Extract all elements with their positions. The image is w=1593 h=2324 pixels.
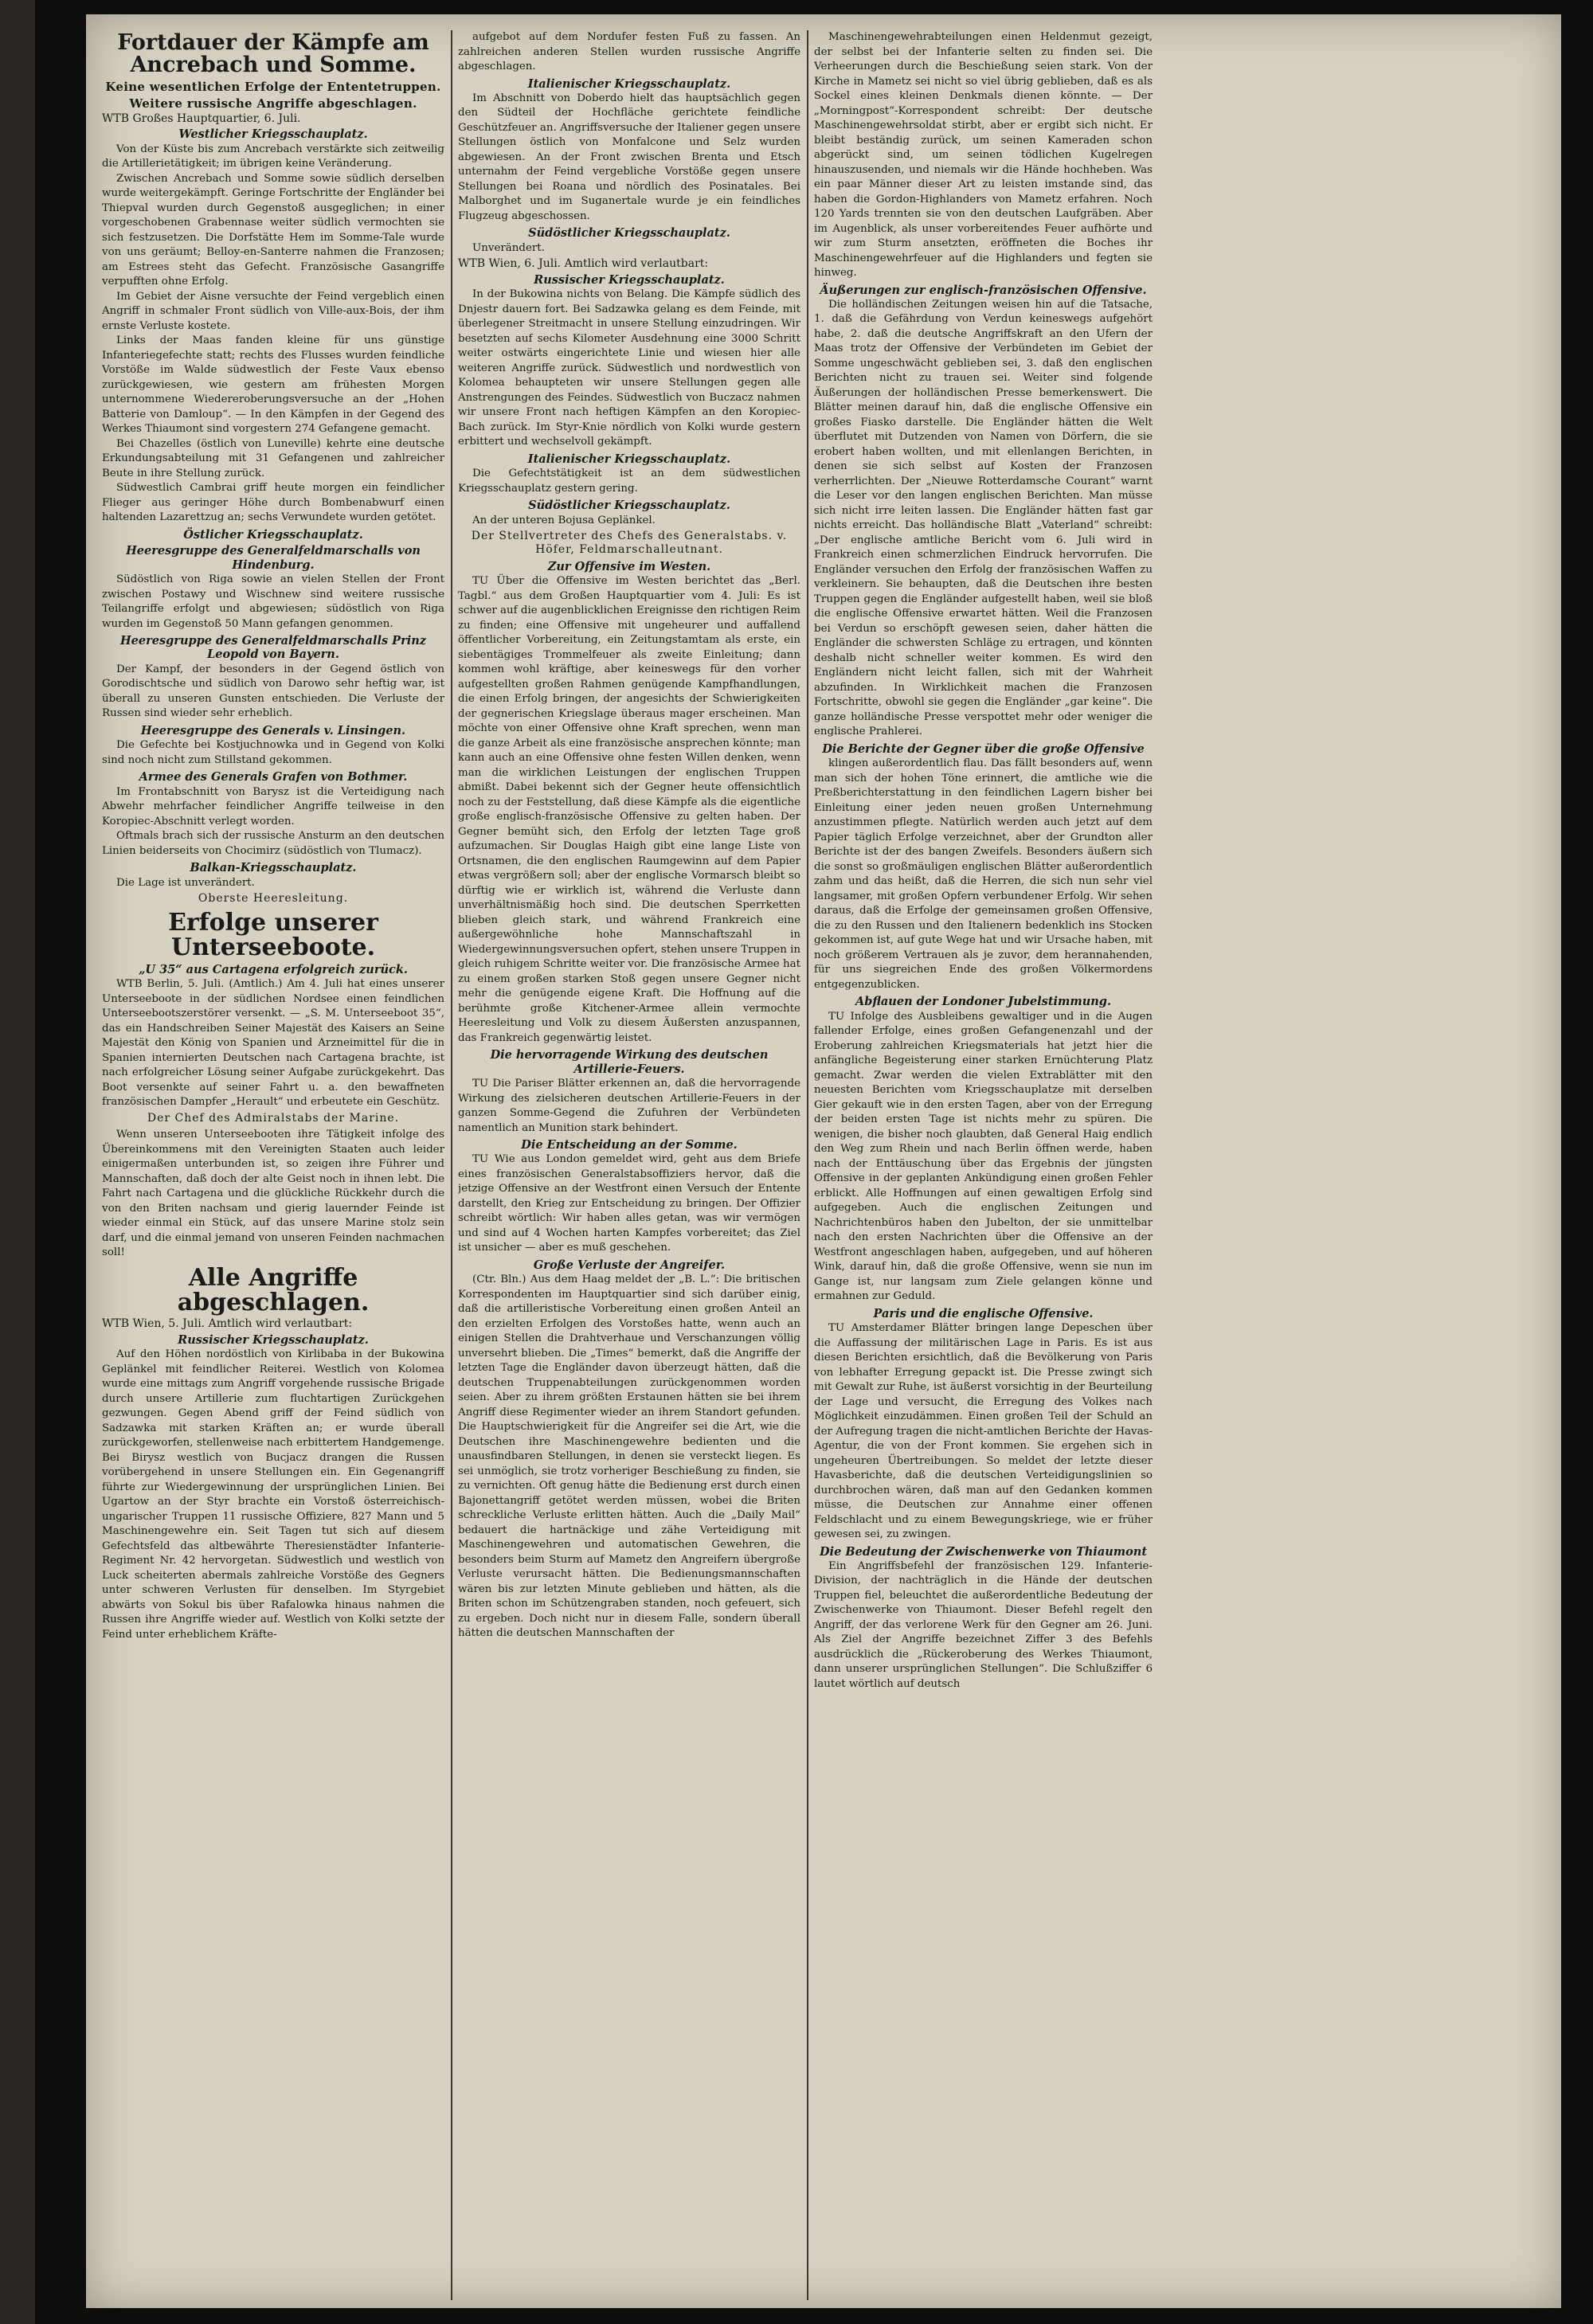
paragraph: Im Frontabschnitt von Barysz ist die Verteidigung nach Abwehr mehrfacher feindlicher Angriffe teilweise in den Koropiec-Abschnitt verlegt worden. bbox=[102, 785, 444, 827]
paragraph: Südwestlich Cambrai griff heute morgen ein feindlicher Flieger aus geringer Höhe durch Bombenabwurf einen haltenden Lazarettzug an; sechs Verwundete wurden getötet. bbox=[102, 482, 444, 524]
paragraph: Unverändert. bbox=[472, 241, 545, 254]
subheadline: Keine wesentlichen Erfolge der Ententetruppen. bbox=[105, 79, 441, 94]
paragraph: Südöstlich von Riga sowie an vielen Stellen der Front zwischen Postawy und Wischnew sind weitere russische Teilangriffe erfolgt und abgewiesen; südöstlich von Riga wurden im Gegenstoß 50 Mann gefangen genommen. bbox=[102, 573, 444, 630]
paragraph: aufgebot auf dem Nordufer festen Fuß zu fassen. An zahlreichen anderen Stellen wurden russische Angriffe abgeschlagen. bbox=[458, 31, 800, 72]
column-rule bbox=[807, 30, 808, 2300]
paragraph: Die Gefechte bei Kostjuchnowka und in Gegend von Kolki sind noch nicht zum Stillstand gekommen. bbox=[102, 739, 444, 766]
section-heading: Westlicher Kriegsschauplatz. bbox=[178, 127, 368, 142]
section-heading: Balkan-Kriegsschauplatz. bbox=[190, 861, 357, 875]
paragraph: Von der Küste bis zum Ancrebach verstärkte sich zeitweilig die Artillerietätigkeit; im übrigen keine Veränderung. bbox=[102, 143, 444, 170]
section-heading: „U 35“ aus Cartagena erfolgreich zurück. bbox=[139, 962, 408, 976]
paragraph: Ein Angriffsbefehl der französischen 129. Infanterie-Division, der nachträglich in die Hände der deutschen Truppen fiel, beleuchtet die außerordentliche Bedeutung der Zwischenwerke von Thiaumont. Dieser Befehl regelt den Angriff, der das verlorene Werk für den Gegner am 26. Juni. Als Ziel der Angriffe bezeichnet Ziffer 3 des Befehls ausdrücklich die „Rückeroberung des Werkes Thiaumont, dann unserer ursprünglichen Stellungen“. Die Schlußziffer 6 lautet wörtlich auf deutsch bbox=[814, 1559, 1153, 1690]
paragraph: Bei Chazelles (östlich von Luneville) kehrte eine deutsche Erkundungsabteilung mit 31 Gefangenen und zahlreicher Beute in ihre Stellung zurück. bbox=[102, 437, 444, 479]
paragraph: Oftmals brach sich der russische Ansturm an den deutschen Linien beiderseits von Chocimirz (südöstlich von Tlumacz). bbox=[102, 830, 444, 857]
section-heading: Russischer Kriegsschauplatz. bbox=[178, 1332, 369, 1347]
headline: Alle Angriffe abgeschlagen. bbox=[177, 1263, 370, 1317]
paragraph: Die Gefechtstätigkeit ist an dem südwestlichen Kriegsschauplatz gestern gering. bbox=[458, 468, 800, 495]
adjacent-page-fragment bbox=[0, 0, 35, 2324]
section-heading: Die Entscheidung an der Somme. bbox=[521, 1138, 738, 1152]
paragraph: Zwischen Ancrebach und Somme sowie südlich derselben wurde weitergekämpft. Geringe Fortschritte der Engländer bei Thiepval wurden durch Gegenstoß ausgeglichen; in einer vorgeschobenen Grabennase weiter südlich vermochten sie sich festzusetzen. Die Dorfstätte Hem im Somme-Tale wurde von uns geräumt; Belloy-en-Santerre nahmen die Franzosen; am Estrees steht das Gefecht. Französische Gasangriffe verpufften ohne Erfolg. bbox=[102, 172, 444, 288]
paragraph: WTB Berlin, 5. Juli. (Amtlich.) Am 4. Juli hat eines unserer Unterseeboote in der südlichen Nordsee einen feindlichen Unterseebootszerstörer versenkt. — „S. M. Unterseeboot 35“, das ein Handschreiben Seiner Majestät des Kaisers an Seine Majestät den König von Spanien und Arzneimittel für die in Spanien internierten Deutschen nach Cartagena brachte, ist nach erfolgreicher Lösung seiner Aufgabe zurückgekehrt. Das Boot versenkte auf seiner Fahrt u. a. den bewaffneten französischen Dampfer „Herault“ und erbeutete ein Geschütz. bbox=[102, 978, 444, 1109]
paragraph: Maschinengewehrabteilungen einen Heldenmut gezeigt, der selbst bei der Infanterie selten zu finden sei. Die Verheerungen durch die Beschießung seien stark. Von der Kirche in Mametz sei nicht so viel übrig geblieben, daß es als Sockel eines kleinen Denkmals dienen könnte. — Der „Morningpost“-Korrespondent schreibt: Der deutsche Maschinengewehrsoldat stirbt, aber er ergibt sich nicht. Er bleibt beständig zurück, um seinen Kameraden schon abgerückt sind, um seinen tödlichen Kugelregen hinauszusenden, und niemals wir die Hände hochheben. Was ein paar Männer dieser Art zu leisten imstande sind, das haben die Gordon-Highlanders von Mametz erfahren. Noch 120 Yards trennten sie von den deutschen Laufgräben. Aber im Augenblick, als unser vorbereitendes Feuer aufhörte und wir zum Sturm ansetzten, eröffneten die Boches ihr Maschinengewehrfeuer auf die Highlanders und fegten sie hinweg. bbox=[814, 31, 1153, 279]
paragraph: Wenn unseren Unterseebooten ihre Tätigkeit infolge des Übereinkommens mit den Vereinigten Staaten auch leider einigermaßen unterbunden ist, so zeigen ihre Führer und Mannschaften, daß doch der alte Geist noch in ihnen lebt. Die Fahrt nach Cartagena und die glückliche Rückkehr durch die von den Briten nachsam und gierig lauernder Feinde ist wieder einmal ein Stück, auf das unsere Marine stolz sein darf, und die einmal jemand von unseren Feinden nachmachen soll! bbox=[102, 1129, 444, 1259]
column-2 bbox=[458, 30, 800, 2300]
paragraph: TU Wie aus London gemeldet wird, geht aus dem Briefe eines französischen Generalstabsoffiziers hervor, daß die jetzige Offensive an der Westfront einen Versuch der Entente darstellt, den Krieg zur Entscheidung zu bringen. Der Offizier schreibt wörtlich: Wir haben alles getan, was wir vermögen und sind auf 4 Wochen harten Kampfes vorbereitet; das Ziel ist unsicher — aber es muß geschehen. bbox=[458, 1153, 800, 1254]
section-heading: Zur Offensive im Westen. bbox=[547, 559, 711, 573]
dateline: WTB Wien, 6. Juli. Amtlich wird verlautbart: bbox=[458, 257, 709, 271]
section-heading: Paris und die englische Offensive. bbox=[873, 1306, 1094, 1320]
paragraph: Auf den Höhen nordöstlich von Kirlibaba in der Bukowina Geplänkel mit feindlicher Reiterei. Westlich von Kolomea wurde eine mittags zum Angriff vorgehende russische Brigade durch unsere Artillerie zum fluchtartigen Zurückgehen gezwungen. Gegen Abend griff der Feind südlich von Sadzawka mit starken Kräften an; er wurde überall zurückgeworfen, stellenweise nach erbittertem Handgemenge. Bei Birysz westlich von Bucjacz drangen die Russen vorübergehend in unsere Stellungen ein. Ein Gegenangriff führte zur Wiedergewinnung der ursprünglichen Linien. Bei Ugartow an der Styr brachte ein Vorstoß österreichisch-ungarischer Truppen 11 russische Offiziere, 827 Mann und 5 Maschinengewehre ein. Seit Tagen tut sich auf diesem Gefechtsfeld das altbewährte Theresienstädter Infanterie-Regiment Nr. 42 hervorgetan. Südwestlich und westlich von Luck scheiterten abermals zahlreiche Vorstöße des Gegners unter schweren Verlusten für denselben. Im Styrgebiet abwärts von Sokul bis über Rafalowka hinaus nahmen die Russen ihre Angriffe wieder auf. Westlich von Kolki setzte der Feind unter erheblichem Kräfte- bbox=[102, 1348, 444, 1641]
paragraph: klingen außerordentlich flau. Das fällt besonders auf, wenn man sich der hohen Töne erinnert, die amtliche wie die Preßberichterstattung in den feindlichen Lagern bisher bei Einleitung einer jeden neuen großen Unternehmung anzustimmen pflegte. Natürlich werden auch jetzt auf dem Papier täglich Erfolge verzeichnet, aber der Grundton aller Berichte ist der des bangen Zweifels. Besonders äußern sich die sonst so großmäuligen englischen Blätter außerordentlich zahm und das heißt, daß die Herren, die sich nun sehr viel langsamer, mit großen Opfern verbundener Erfolg. Wir sehen daraus, daß die Erfolge der gemeinsamen großen Offensive, die zu den Russen und den Italienern bedenklich ins Stocken gekommen ist, auf gute Wege hat und wir Ursache haben, mit noch größerem Vertrauen als je zuvor, dem herannahenden, für uns siegreichen Ende des großen Völkermordens entgegenzublicken. bbox=[814, 757, 1153, 991]
paragraph: An der unteren Bojusa Geplänkel. bbox=[472, 514, 656, 526]
section-heading: Abflauen der Londoner Jubelstimmung. bbox=[855, 995, 1111, 1009]
paragraph: TU Die Pariser Blätter erkennen an, daß die hervorragende Wirkung des zielsicheren deutschen Artillerie-Feuers in der ganzen Somme-Gegend die Zufuhren der Verbündeten namentlich an Munition stark behindert. bbox=[458, 1078, 800, 1134]
paragraph: TU Über die Offensive im Westen berichtet das „Berl. Tagbl.“ aus dem Großen Hauptquartier vom 4. Juli: Es ist schwer auf die augenblicklichen Ereignisse den richtigen Reim zu finden; eine Offensive mit ungeheurer und auffallend öffentlicher Vorbereitung, ein Zeitungstamtam als erste, ein siebentägiges Trommelfeuer als zweite Einleitung; dann kommen wohl kräftige, aber keineswegs für den vorher aufgestellten großen Rahmen genügende Kampfhandlungen, die einen Erfolg bringen, der angesichts der Schwierigkeiten der gegnerischen Kriegslage überaus mager erscheinen. Man möchte von einer Offensive ohne Kraft sprechen, wenn man die ganze Arbeit als eine französische ansprechen könnte; man kann auch an eine Offensive ohne festen Willen denken, wenn man die wirklichen Leistungen der englischen Truppen abmißt. Dabei bekennt sich der Gegner heute offensichtlich noch zu der Feststellung, daß diese Kämpfe als die eigentliche große englisch-französische Offensive zu gelten haben. Der Gegner bemüht sich, den Erfolg der letzten Tage groß aufzumachen. Sir Douglas Haigh gibt eine lange Liste von Ortsnamen, die den englischen Raumgewinn auf dem Papier etwas vergrößern soll; aber der englische Vormarsch bleibt so dürftig wie er wirklich ist, während die Verluste dann unverhältnismäßig hoch sind. Die deutschen Sperrketten blieben gleich stark, und während Frankreich eine außergewöhnliche hohe Mannschaftszahl in Wiedergewinnungsversuchen opfert, stehen unsere Truppen in gleich ruhigem Schritte weiter vor. Die französische Armee hat zu einem großen starken Stoß gegen unsere Gegner nicht mehr die genügende eigene Kraft. Die Hoffnung auf die berühmte große Kitchener-Armee allein vermochte Heeresleitung und Volk zu diesem Äußersten anzuspannen, das Frankreich gegenwärtig leistet. bbox=[458, 575, 800, 1044]
section-heading: Armee des Generals Grafen von Bothmer. bbox=[139, 770, 408, 784]
section-heading: Äußerungen zur englisch-französischen Offensive. bbox=[820, 283, 1147, 297]
dateline: WTB Wien, 5. Juli. Amtlich wird verlautbart: bbox=[102, 1317, 353, 1330]
section-heading: Südöstlicher Kriegsschauplatz. bbox=[528, 226, 730, 241]
signature: Der Chef des Admiralstabs der Marine. bbox=[147, 1111, 400, 1125]
paragraph: (Ctr. Bln.) Aus dem Haag meldet der „B. L.“: Die britischen Korrespondenten im Hauptquartier sind sich darüber einig, daß die artilleristische Vorbereitung einen großen Anteil an den erzielten Erfolgen des Vorstoßes hatte, wenn auch an einigen Stellen die Drahtverhaue und Verschanzungen völlig unversehrt blieben. Die „Times“ bemerkt, daß die Angriffe der letzten Tage die Engländer davon überzeugt hätten, daß die deutschen Truppenabteilungen zurückgenommen worden seien. Aber zu ihrem größten Erstaunen hätten sie bei ihrem Angriff diese Regimenter wieder an ihrem Standort gefunden. Die Hauptschwierigkeit für die Angreifer sei die Art, wie die Deutschen ihre Maschinengewehre bedienten und die unausfindbaren Stellungen, in denen sie versteckt liegen. Es sei unmöglich, sie trotz vorheriger Beschießung zu finden, sie zu vernichten. Oft genug hätte die Bedienung erst durch einen Bajonettangriff getötet werden müssen, wobei die Briten schreckliche Verluste erlitten hätten. Auch die „Daily Mail“ bedauert die hartnäckige und zähe Verteidigung mit Maschinengewehren und automatischen Gewehren, die besonders beim Sturm auf Mametz den Angreifern übergroße Verluste verursacht hätten. Die Bedienungsmannschaften wären bis zur letzten Minute geblieben und hätten, als die Briten schon im Schützengraben standen, noch gefeuert, sich zu ergeben. Doch nicht nur in diesem Falle, sondern überall hätten die deutschen Mannschaften der bbox=[458, 1274, 800, 1640]
section-heading: Die Bedeutung der Zwischenwerke von Thiaumont bbox=[819, 1544, 1148, 1559]
section-heading: Die Berichte der Gegner über die große Offensive bbox=[822, 741, 1145, 756]
column-3 bbox=[814, 30, 1153, 2300]
paragraph: Die holländischen Zeitungen weisen hin auf die Tatsache, 1. daß die Gefährdung von Verdun keineswegs aufgehört habe, 2. daß die deutsche Angriffskraft an den Ufern der Maas trotz der Offensive der Verbündeten im Gebiet der Somme ungeschwächt geblieben sei, 3. daß den englischen Berichten nicht zu trauen sei. Weiter sind folgende Äußerungen der holländischen Presse bemerkenswert. Die Blätter meinen darauf hin, daß die englische Offensive ein großes Fiasko darstelle. Die Engländer hätten die Welt überflutet mit Dutzenden von Namen von Dörfern, die sie erobert haben wollten, und mit ellenlangen Berichten, in denen sie sich selbst auf Kosten der Franzosen verherrlichten. Der „Nieuwe Rotterdamsche Courant“ warnt die Leser vor den langen englischen Berichten. Man müsse sich nicht irre leiten lassen. Die Engländer hätten fast gar nichts erreicht. Das holländische Blatt „Vaterland“ schreibt: „Der englische amtliche Bericht vom 6. Juli wird in Frankreich einen schmerzlichen Eindruck hervorrufen. Die Engländer versuchen den Erfolg der französischen Waffen zu verkleinern. Sie behaupten, daß die Deutschen ihre besten Truppen gegen die Engländer aufgestellt haben, weil sie bloß die englische Offensive erwartet hätten. Weil die Franzosen bei Verdun so erschöpft gewesen seien, daher hätten die Engländer die schwersten Schläge zu ertragen, und könnten deshalb nicht schneller weiter kommen. Es wird den Engländern nicht leicht fallen, sich mit der Wahrheit abzufinden. In Wirklichkeit machen die Franzosen Fortschritte, obwohl sie gegen die Engländer „gar keine“. Die ganze holländische Presse verspottet mehr oder weniger die englische Prahlerei. bbox=[814, 298, 1153, 738]
section-heading: Italienischer Kriegsschauplatz. bbox=[527, 452, 731, 466]
section-heading: Russischer Kriegsschauplatz. bbox=[534, 273, 725, 288]
headline: Fortdauer der Kämpfe am Ancrebach und Somme. bbox=[117, 30, 429, 78]
section-heading: Große Verluste der Angreifer. bbox=[533, 1258, 726, 1272]
paragraph: Die Lage ist unverändert. bbox=[116, 876, 255, 889]
headline: Erfolge unserer Unterseeboote. bbox=[168, 908, 378, 962]
section-heading: Heeresgruppe des Generalfeldmarschalls Prinz Leopold von Bayern. bbox=[119, 634, 427, 662]
paragraph: Links der Maas fanden kleine für uns günstige Infanteriegefechte statt; rechts des Flusses wurden feindliche Vorstöße im Walde südwestlich der Feste Vaux ebenso zurückgewiesen, wie gestern am frühesten Morgen unternommene Wiedereroberungsversuche an der „Hohen Batterie von Damloup“. — In den Kämpfen in der Gegend des Werkes Thiaumont sind vorgestern 274 Gefangene gemacht. bbox=[102, 335, 444, 436]
section-heading: Die hervorragende Wirkung des deutschen Artillerie-Feuers. bbox=[490, 1048, 769, 1076]
section-heading: Heeresgruppe des Generals v. Linsingen. bbox=[140, 723, 406, 737]
paragraph: Der Kampf, der besonders in der Gegend östlich von Gorodischtsche und südlich von Darowo sehr heftig war, ist überall zu unseren Gunsten entschieden. Die Verluste der Russen sind wieder sehr erheblich. bbox=[102, 663, 444, 720]
signature: Oberste Heeresleitung. bbox=[198, 892, 349, 905]
paragraph: Im Abschnitt von Doberdo hielt das hauptsächlich gegen den Südteil der Hochfläche gerichtete feindliche Geschützfeuer an. Angriffsversuche der Italiener gegen unsere Stellungen östlich von Monfalcone und Selz wurden abgewiesen. An der Front zwischen Brenta und Etsch unternahm der Feind vergebliche Vorstöße gegen unsere Stellungen bei Roana und nördlich des Posinatales. Bei Malborghet und im Suganertale wurde je ein feindliches Flugzeug abgeschossen. bbox=[458, 92, 800, 222]
column-1 bbox=[102, 30, 444, 2300]
paragraph: In der Bukowina nichts von Belang. Die Kämpfe südlich des Dnjestr dauern fort. Bei Sadzawka gelang es dem Feinde, mit überlegener Streitmacht in unsere Stellung einzudringen. Wir besetzten auf sechs Kilometer Ausdehnung eine 3000 Schritt weiter ostwärts eingerichtete Linie und wiesen hier alle weiteren Angriffe zurück. Südwestlich und nordwestlich von Kolomea behaupteten wir unsere Stellungen gegen alle Anstrengungen des Feindes. Südwestlich von Buczacz nahmen wir unsere Front nach heftigen Kämpfen an den Koropiec-Bach zurück. Im Styr-Knie nördlich von Kolki wurde gestern erbittert und wechselvoll gekämpft. bbox=[458, 288, 800, 448]
signature: Der Stellvertreter des Chefs des Generalstabs. v. Höfer, Feldmarschalleutnant. bbox=[471, 530, 788, 557]
dateline: WTB Großes Hauptquartier, 6. Juli. bbox=[102, 112, 301, 125]
paragraph: TU Amsterdamer Blätter bringen lange Depeschen über die Auffassung der militärischen Lage in Paris. Es ist aus diesen Berichten ersichtlich, daß die Bevölkerung von Paris von lebhafter Erregung gepackt ist. Die Presse zwingt sich mit Gewalt zur Ruhe, ist äußerst vorsichtig in der Beurteilung der Lage und versucht, die Erregung des Volkes nach Möglichkeit einzudämmen. Einen großen Teil der Schuld an der Aufregung tragen die nicht-amtlichen Berichte der Havas-Agentur, die von der Front kommen. Sie ergehen sich in ungeheuren Übertreibungen. So meldet der letzte dieser Havasberichte, daß die deutschen Verteidigungslinien so durchbrochen wären, daß man auf den Gedanken kommen müsse, die Deutschen zur Annahme einer offenen Feldschlacht und zu einem Bewegungskriege, wie er früher gewesen sei, zu zwingen. bbox=[814, 1322, 1153, 1541]
section-heading: Italienischer Kriegsschauplatz. bbox=[527, 76, 731, 91]
section-heading: Östlicher Kriegsschauplatz. bbox=[183, 527, 363, 542]
newspaper-page bbox=[86, 14, 1561, 2308]
section-heading: Südöstlicher Kriegsschauplatz. bbox=[528, 499, 730, 513]
section-heading: Heeresgruppe des Generalfeldmarschalls von Hindenburg. bbox=[126, 544, 421, 572]
paragraph: Im Gebiet der Aisne versuchte der Feind vergeblich einen Angriff in schmaler Front südlich von Ville-aux-Bois, der ihm ernste Verluste kostete. bbox=[102, 290, 444, 332]
column-rule bbox=[451, 30, 452, 2300]
subheadline: Weitere russische Angriffe abgeschlagen. bbox=[129, 96, 417, 111]
paragraph: TU Infolge des Ausbleibens gewaltiger und in die Augen fallender Erfolge, eines großen Gefangenenzahl und der Eroberung zahlreichen Kriegsmaterials hat jetzt hier die anfängliche Begeisterung einer starken Ernüchterung Platz gemacht. Zwar werden die vielen Extrablätter mit den neuesten Berichten vom Kriegsschauplatze mit derselben Gier gekauft wie in den ersten Tagen, aber von der Erregung der beiden ersten Tage ist nichts mehr zu spüren. Die wenigen, die bisher noch glaubten, daß General Haig endlich den Weg zum Rhein und nach Berlin öffnen werde, haben nach der Enttäuschung über das Ergebnis der jüngsten Offensive in der geplanten Ankündigung einen großen Fehler erblickt. Alle Hoffnungen auf einen gewaltigen Erfolg sind aufgegeben. Auch die englischen Zeitungen und Nachrichtenbüros haben den Jubelton, der sie unmittelbar nach den ersten Nachrichten über die Offensive an der Westfront angeschlagen haben, aufgegeben, und auf höheren Wink, darauf hin, daß die große Offensive, wenn sie nun im Gange ist, nur langsam zum Ziele gelangen könne und ermahnen zur Geduld. bbox=[814, 1010, 1153, 1303]
